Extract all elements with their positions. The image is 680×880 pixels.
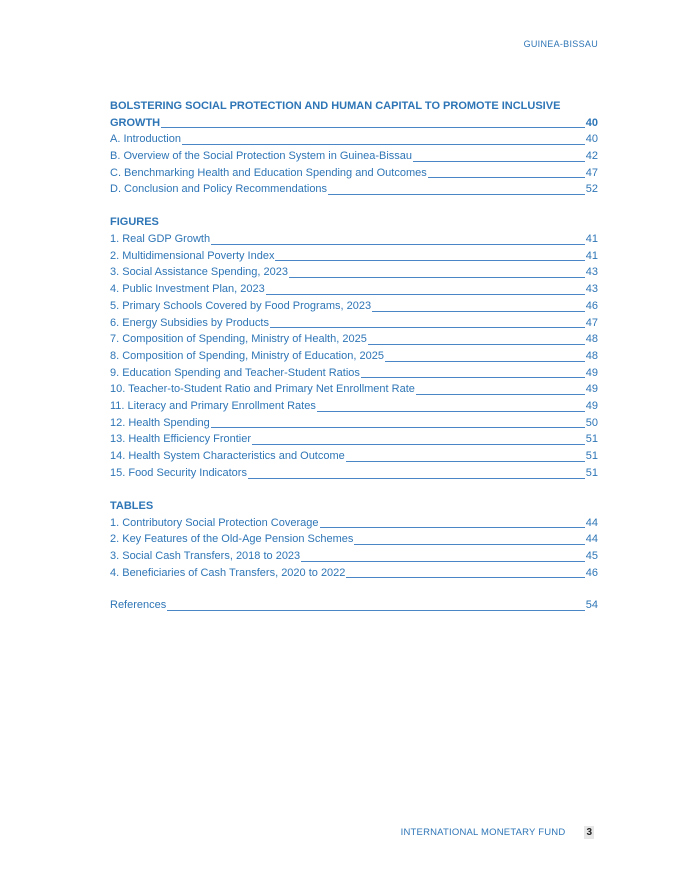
figure-entry[interactable] (110, 431, 598, 448)
figure-label: 15. Food Security Indicators (110, 466, 247, 479)
figure-entry[interactable] (110, 331, 598, 348)
leader-line (266, 293, 585, 295)
leader-line (368, 343, 585, 345)
chapter-page: 40 (585, 116, 598, 129)
table-entry[interactable] (110, 531, 598, 548)
figure-entry[interactable] (110, 398, 598, 415)
leader-line (413, 160, 585, 162)
figure-label: 6. Energy Subsidies by Products (110, 316, 269, 329)
figure-page: 49 (585, 383, 598, 396)
leader-line (248, 477, 585, 479)
toc-entry-page: 42 (585, 149, 598, 162)
table-of-contents (110, 98, 598, 614)
table-entry[interactable] (110, 565, 598, 582)
figure-page: 43 (585, 266, 598, 279)
running-header: GUINEA-BISSAU (523, 39, 598, 49)
figure-page: 51 (585, 433, 598, 446)
leader-line (275, 259, 584, 261)
figure-label: 5. Primary Schools Covered by Food Programs, 2023 (110, 299, 372, 312)
toc-entry-page: 40 (585, 133, 598, 146)
figure-entry[interactable] (110, 381, 598, 398)
figure-entry[interactable] (110, 348, 598, 365)
toc-entry-benchmarking[interactable] (110, 165, 598, 182)
leader-line (301, 560, 585, 562)
references-entry[interactable] (110, 597, 598, 614)
figure-entry[interactable] (110, 315, 598, 332)
figure-label: 11. Literacy and Primary Enrollment Rates (110, 400, 316, 413)
leader-line (161, 126, 585, 128)
figure-entry[interactable] (110, 248, 598, 265)
table-entry[interactable] (110, 548, 598, 565)
figure-page: 49 (585, 400, 598, 413)
chapter-title-line2: GROWTH (110, 116, 161, 129)
figure-entry[interactable] (110, 448, 598, 465)
figure-label: 8. Composition of Spending, Ministry of Education, 2025 (110, 349, 384, 362)
figure-page: 46 (585, 299, 598, 312)
toc-entry-introduction[interactable] (110, 131, 598, 148)
leader-line (167, 609, 584, 611)
leader-line (361, 376, 585, 378)
figure-label: 10. Teacher-to-Student Ratio and Primary Net Enrollment Rate (110, 383, 415, 396)
figure-label: 13. Health Efficiency Frontier (110, 433, 252, 446)
figure-page: 49 (585, 366, 598, 379)
figure-label: 9. Education Spending and Teacher-Student Ratios (110, 366, 360, 379)
leader-line (428, 176, 585, 178)
table-page: 45 (585, 549, 598, 562)
chapter-entries (110, 131, 598, 198)
leader-line (211, 426, 585, 428)
figure-label: 7. Composition of Spending, Ministry of Health, 2025 (110, 333, 367, 346)
tables-heading: TABLES (110, 499, 154, 512)
figure-page: 51 (585, 466, 598, 479)
leader-line (320, 526, 585, 528)
table-label: 3. Social Cash Transfers, 2018 to 2023 (110, 549, 301, 562)
figure-label: 12. Health Spending (110, 416, 210, 429)
figure-entry[interactable] (110, 281, 598, 298)
leader-line (346, 576, 584, 578)
page-number: 3 (586, 827, 592, 838)
figure-label: 3. Social Assistance Spending, 2023 (110, 266, 288, 279)
leader-line (346, 460, 585, 462)
toc-entry-label: B. Overview of the Social Protection System in Guinea-Bissau (110, 149, 413, 162)
toc-entry-label: C. Benchmarking Health and Education Spending and Outcomes (110, 166, 427, 179)
figure-entry[interactable] (110, 298, 598, 315)
toc-entry-page: 47 (585, 166, 598, 179)
table-label: 1. Contributory Social Protection Coverage (110, 516, 319, 529)
figures-list (110, 231, 598, 482)
toc-entry-conclusion[interactable] (110, 181, 598, 198)
chapter-title-line1: BOLSTERING SOCIAL PROTECTION AND HUMAN CAPITAL TO PROMOTE INCLUSIVE (110, 100, 561, 112)
leader-line (385, 360, 585, 362)
table-page: 44 (585, 533, 598, 546)
figure-page: 51 (585, 450, 598, 463)
chapter-title[interactable] (110, 98, 598, 131)
leader-line (416, 393, 585, 395)
table-page: 44 (585, 516, 598, 529)
table-label: 4. Beneficiaries of Cash Transfers, 2020 to 2022 (110, 566, 346, 579)
figure-entry[interactable] (110, 231, 598, 248)
table-label: 2. Key Features of the Old-Age Pension Schemes (110, 533, 354, 546)
figure-entry[interactable] (110, 415, 598, 432)
figure-page: 41 (585, 233, 598, 246)
figure-entry[interactable] (110, 465, 598, 482)
figure-page: 47 (585, 316, 598, 329)
tables-list (110, 515, 598, 582)
figure-page: 41 (585, 249, 598, 262)
references-label: References (110, 599, 167, 612)
leader-line (182, 143, 585, 145)
figure-page: 50 (585, 416, 598, 429)
leader-line (289, 276, 585, 278)
page-footer (401, 826, 594, 839)
leader-line (211, 243, 585, 245)
leader-line (372, 310, 585, 312)
figure-label: 2. Multidimensional Poverty Index (110, 249, 275, 262)
leader-line (317, 410, 585, 412)
figure-label: 14. Health System Characteristics and Outcome (110, 450, 345, 463)
leader-line (328, 193, 585, 195)
figure-entry[interactable] (110, 264, 598, 281)
footer-organization: INTERNATIONAL MONETARY FUND (400, 827, 566, 838)
toc-entry-label: D. Conclusion and Policy Recommendations (110, 183, 328, 196)
figure-page: 48 (585, 333, 598, 346)
leader-line (270, 326, 585, 328)
chapter-title-row (110, 115, 598, 132)
leader-line (354, 543, 584, 545)
figures-heading: FIGURES (110, 216, 159, 229)
toc-entry-page: 52 (585, 183, 598, 196)
toc-entry-label: A. Introduction (110, 133, 181, 146)
references-page: 54 (585, 599, 598, 612)
figure-entry[interactable] (110, 365, 598, 382)
figure-page: 48 (585, 349, 598, 362)
table-entry[interactable] (110, 515, 598, 532)
figure-page: 43 (585, 283, 598, 296)
toc-entry-overview[interactable] (110, 148, 598, 165)
figure-label: 4. Public Investment Plan, 2023 (110, 283, 265, 296)
figure-label: 1. Real GDP Growth (110, 233, 211, 246)
table-page: 46 (585, 566, 598, 579)
leader-line (252, 443, 585, 445)
